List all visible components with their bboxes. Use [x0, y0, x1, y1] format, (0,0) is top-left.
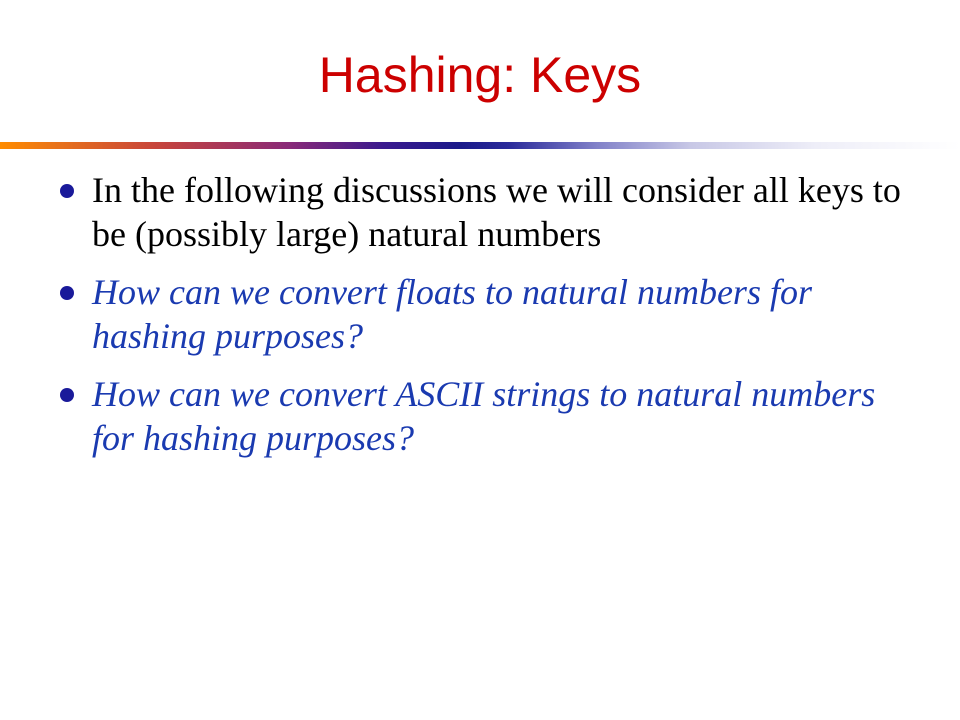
bullet-list	[60, 168, 920, 474]
bullet-dot-icon	[60, 286, 74, 300]
bullet-text: How can we convert floats to natural numbers for hashing purposes?	[92, 272, 812, 356]
bullet-dot-icon	[60, 184, 74, 198]
bullet-text: In the following discussions we will consider all keys to be (possibly large) natural numbers	[92, 170, 901, 254]
bullet-text: How can we convert ASCII strings to natural numbers for hashing purposes?	[92, 374, 876, 458]
bullet-dot-icon	[60, 388, 74, 402]
title-divider	[0, 142, 960, 149]
bullet-item	[60, 372, 920, 460]
bullet-item	[60, 168, 920, 256]
slide-title: Hashing: Keys	[318, 47, 642, 103]
bullet-item	[60, 270, 920, 358]
